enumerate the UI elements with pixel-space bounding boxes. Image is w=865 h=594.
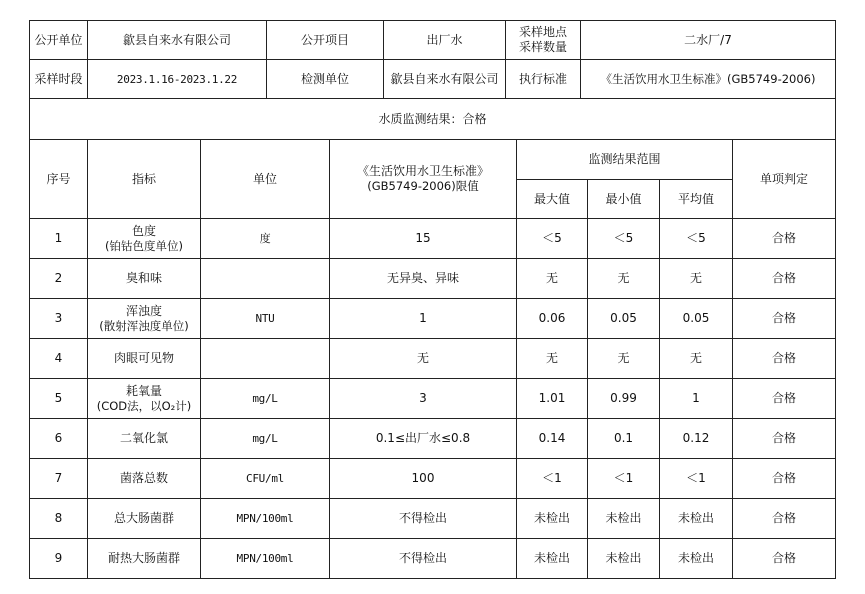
row-avg: 未检出 [660,539,733,579]
water-quality-report [29,20,836,579]
table-row [30,539,836,579]
row-min: ＜1 [588,459,660,499]
row-judgement: 合格 [733,499,836,539]
row-limit: 1 [330,299,517,339]
row-index: 1 [30,219,88,259]
row-unit: mg/L [201,379,330,419]
row-avg: 1 [660,379,733,419]
row-min: 0.99 [588,379,660,419]
row-index: 2 [30,259,88,299]
col-limit-header-line2: (GB5749-2006)限值 [367,179,479,193]
row-min: 未检出 [588,539,660,579]
col-index-header: 序号 [30,140,88,219]
result-summary: 水质监测结果：合格 [30,99,836,140]
sampling-site-label: 采样地点 [518,25,567,39]
col-range-header: 监测结果范围 [517,140,733,180]
row-index: 6 [30,419,88,459]
row-limit: 不得检出 [330,499,517,539]
row-indicator-name: 总大肠菌群 [113,511,174,525]
row-indicator [88,299,201,339]
row-min: 无 [588,259,660,299]
row-indicator-name: 肉眼可见物 [113,351,174,365]
row-unit [201,259,330,299]
test-unit-label: 检测单位 [267,60,384,99]
col-max-header: 最大值 [517,180,588,219]
table-row [30,219,836,259]
public-unit-value: 歙县自来水有限公司 [88,21,267,60]
row-min: ＜5 [588,219,660,259]
table-row [30,419,836,459]
row-indicator-name: 耗氧量 [125,383,162,398]
period-label: 采样时段 [30,60,88,99]
row-indicator [88,339,201,379]
results-body [30,219,836,579]
row-indicator [88,259,201,299]
sampling-site-value: 二水厂/7 [581,21,836,60]
col-min-header: 最小值 [588,180,660,219]
row-limit: 无 [330,339,517,379]
table-row [30,459,836,499]
row-min: 无 [588,339,660,379]
row-unit: NTU [201,299,330,339]
row-index: 8 [30,499,88,539]
row-indicator-name: 色度 [131,223,156,238]
row-unit [201,339,330,379]
row-max: 未检出 [517,539,588,579]
col-judgement-header: 单项判定 [733,140,836,219]
standard-label: 执行标准 [506,60,581,99]
row-indicator [88,459,201,499]
row-judgement: 合格 [733,459,836,499]
row-indicator-name: 浑浊度 [125,303,162,318]
row-unit: 度 [201,219,330,259]
row-judgement: 合格 [733,539,836,579]
row-max: 未检出 [517,499,588,539]
table-row [30,299,836,339]
public-item-label: 公开项目 [267,21,384,60]
row-index: 5 [30,379,88,419]
info-table [29,20,836,140]
row-limit: 不得检出 [330,539,517,579]
row-avg: 无 [660,259,733,299]
sampling-labels [506,21,581,60]
row-max: 0.14 [517,419,588,459]
standard-value: 《生活饮用水卫生标准》(GB5749-2006) [581,60,836,99]
col-unit-header: 单位 [201,140,330,219]
row-avg: ＜1 [660,459,733,499]
info-row-1 [30,21,836,60]
row-indicator-note: (散射浑浊度单位) [99,318,189,333]
row-max: 无 [517,259,588,299]
row-limit: 0.1≤出厂水≤0.8 [330,419,517,459]
sampling-count-label: 采样数量 [518,40,567,54]
col-limit-header-line1: 《生活饮用水卫生标准》 [356,164,489,178]
row-limit: 无异臭、异味 [330,259,517,299]
row-min: 0.1 [588,419,660,459]
row-indicator [88,499,201,539]
row-indicator-note: (铂钴色度单位) [105,238,183,253]
row-indicator [88,419,201,459]
row-max: 0.06 [517,299,588,339]
row-limit: 3 [330,379,517,419]
row-max: ＜1 [517,459,588,499]
row-limit: 15 [330,219,517,259]
row-max: 1.01 [517,379,588,419]
test-unit-value: 歙县自来水有限公司 [384,60,506,99]
row-avg: 0.12 [660,419,733,459]
row-judgement: 合格 [733,419,836,459]
row-indicator-name: 耐热大肠菌群 [107,551,180,565]
row-indicator-name: 臭和味 [125,271,162,285]
row-unit: MPN/100ml [201,499,330,539]
row-judgement: 合格 [733,219,836,259]
row-unit: MPN/100ml [201,539,330,579]
col-indicator-header: 指标 [88,140,201,219]
public-unit-label: 公开单位 [30,21,88,60]
row-index: 4 [30,339,88,379]
info-row-2 [30,60,836,99]
results-table [29,139,836,579]
row-limit: 100 [330,459,517,499]
row-indicator [88,379,201,419]
row-indicator-note: (COD法，以O₂计) [96,398,192,413]
col-limit-header [330,140,517,219]
row-avg: 0.05 [660,299,733,339]
row-min: 0.05 [588,299,660,339]
row-index: 9 [30,539,88,579]
period-value: 2023.1.16-2023.1.22 [88,60,267,99]
row-judgement: 合格 [733,339,836,379]
results-header-row-1 [30,140,836,180]
table-row [30,379,836,419]
row-min: 未检出 [588,499,660,539]
table-row [30,339,836,379]
row-judgement: 合格 [733,299,836,339]
row-unit: CFU/ml [201,459,330,499]
row-judgement: 合格 [733,259,836,299]
row-max: 无 [517,339,588,379]
row-avg: 未检出 [660,499,733,539]
row-indicator-name: 菌落总数 [119,471,168,485]
row-index: 3 [30,299,88,339]
row-avg: 无 [660,339,733,379]
result-summary-row [30,99,836,140]
row-indicator [88,219,201,259]
row-max: ＜5 [517,219,588,259]
public-item-value: 出厂水 [384,21,506,60]
col-avg-header: 平均值 [660,180,733,219]
row-index: 7 [30,459,88,499]
row-indicator [88,539,201,579]
table-row [30,499,836,539]
row-judgement: 合格 [733,379,836,419]
row-unit: mg/L [201,419,330,459]
row-avg: ＜5 [660,219,733,259]
row-indicator-name: 二氧化氯 [119,431,168,445]
table-row [30,259,836,299]
